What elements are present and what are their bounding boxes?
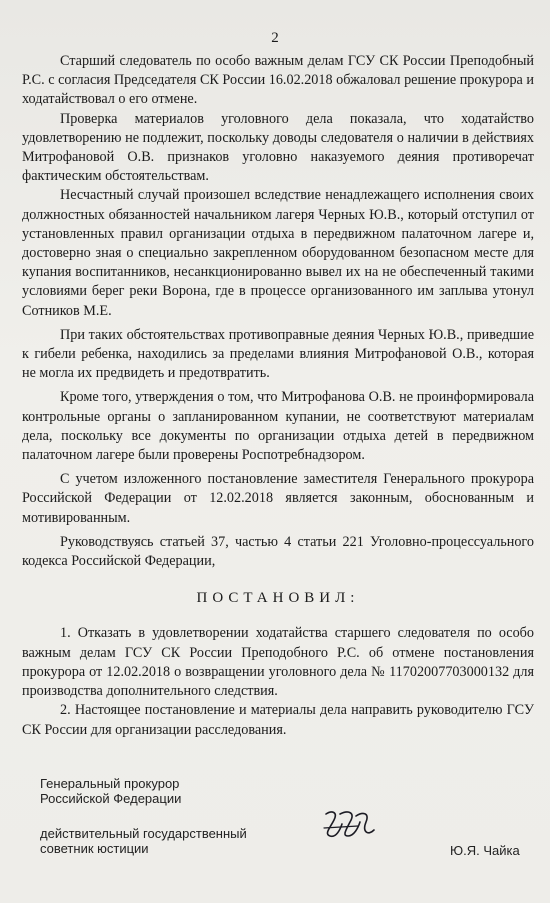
document-body — [22, 52, 534, 740]
paragraph: Несчастный случай произошел вследствие ненадлежащего исполнения своих должностных обязанностей начальником лагеря Черных Ю.В., который отступил от установленных правил организации отдыха в передвижном палаточном лагере и, достоверно зная о специально закрепленном оборудованном безопасном месте для купания воспитанников, несанкционированно вывел их на не обеспеченный такими условиями берег реки Ворона, где в процессе организованного им заплыва утонул Сотников М.Е. — [22, 187, 534, 319]
signer-position-line: Российской Федерации — [40, 791, 182, 806]
page-number: 2 — [271, 30, 279, 46]
signer-name: Ю.Я. Чайка — [450, 843, 520, 858]
resolution-item: 1. Отказать в удовлетворении ходатайства старшего следователя по особо важным делам ГСУ СК России Преподобного Р.С. об отмене постановления прокурора от 12.02.2018 о возвращении уголовного дела № 11702007703000132 для производства дополнительного следствия. — [22, 625, 534, 700]
resolution-heading: ПОСТАНОВИЛ: — [196, 590, 360, 607]
paragraph: Кроме того, утверждения о том, что Митрофанова О.В. не проинформировала контрольные органы о запланированном купании, не соответствуют материалам дела, поскольку все документы по организации отдыха детей в передвижном палаточном лагере были проверены Роспотребнадзором. — [22, 389, 534, 464]
resolution-item: 2. Настоящее постановление и материалы дела направить руководителю ГСУ СК России для организации расследования. — [22, 702, 534, 738]
signer-rank-line: действительный государственный — [40, 826, 247, 841]
paragraph: При таких обстоятельствах противоправные деяния Черных Ю.В., приведшие к гибели ребенка, находились за пределами влияния Митрофановой О.В., которая не могла их предвидеть и предотвратить. — [22, 326, 534, 382]
signature-block — [40, 776, 247, 856]
paragraph: С учетом изложенного постановление заместителя Генерального прокурора Российской Федерации от 12.02.2018 является законным, обоснованным и мотивированным. — [22, 471, 534, 526]
handwritten-signature — [318, 800, 388, 850]
signer-rank-line: советник юстиции — [40, 841, 149, 856]
paragraph: Проверка материалов уголовного дела показала, что ходатайство удовлетворению не подлежит, поскольку доводы следователя о наличии в действиях Митрофановой О.В. признаков уголовно наказуемого деяния противоречат фактическим обстоятельствам. — [22, 110, 534, 185]
paragraph: Руководствуясь статьей 37, частью 4 статьи 221 Уголовно-процессуального кодекса Российской Федерации, — [22, 533, 534, 570]
paragraph: Старший следователь по особо важным делам ГСУ СК России Преподобный Р.С. с согласия Председателя СК России 16.02.2018 обжаловал решение прокурора и ходатайствовал о его отмене. — [22, 53, 534, 108]
signer-position-line: Генеральный прокурор — [40, 776, 180, 791]
